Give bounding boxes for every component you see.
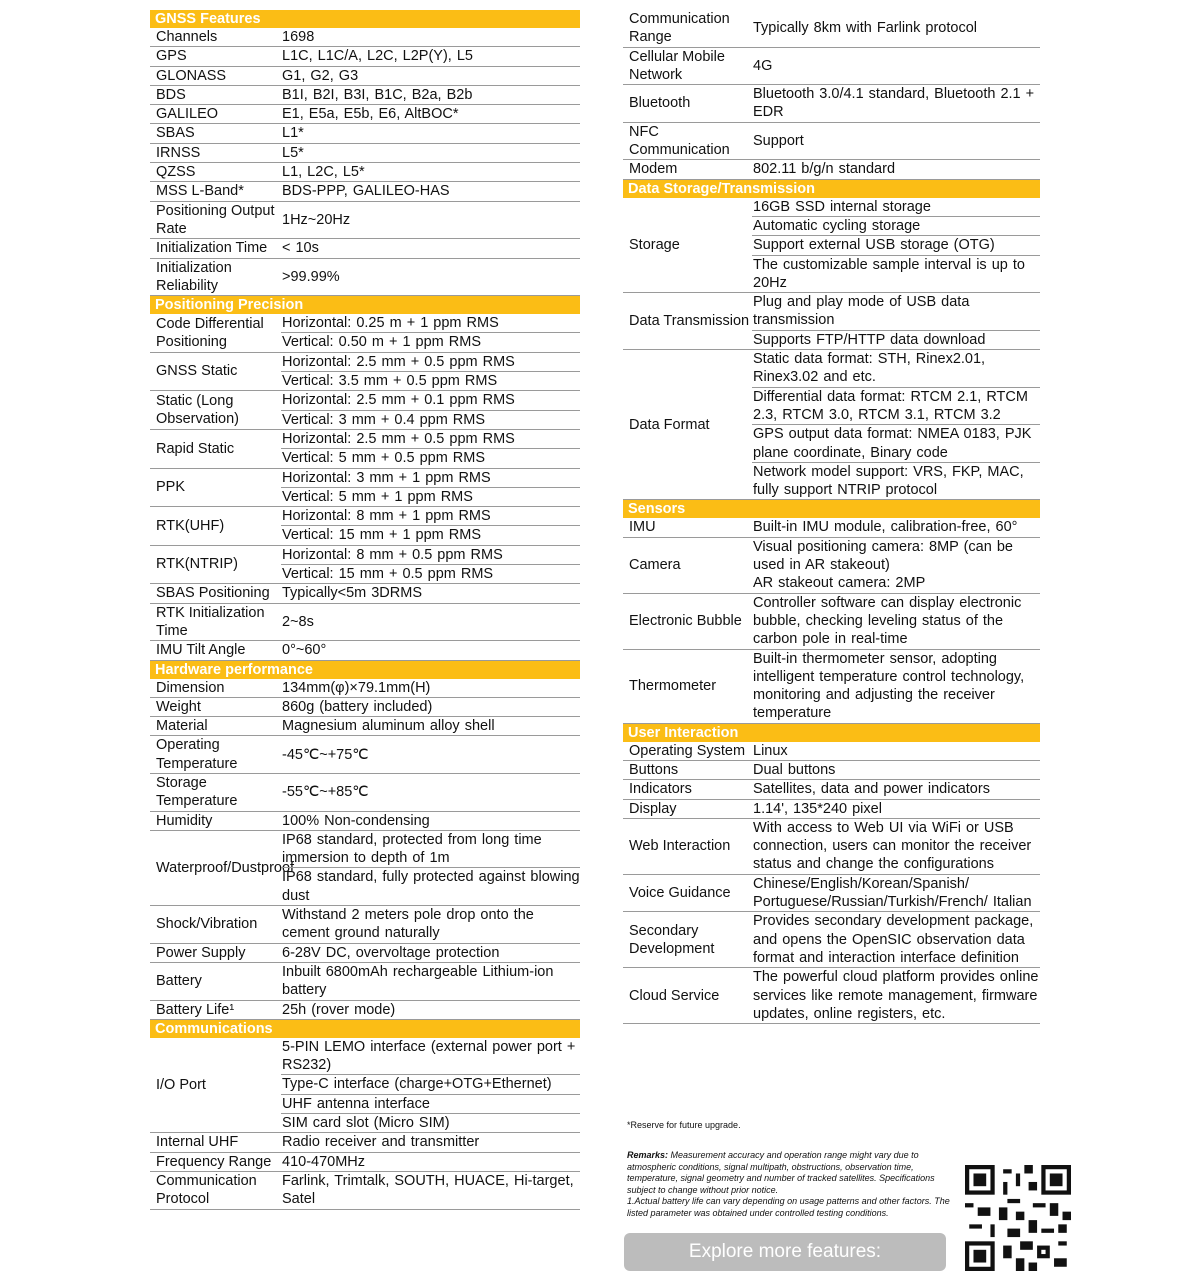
spec-values	[281, 736, 580, 773]
spec-values	[281, 391, 580, 429]
spec-row-rtk-uhf	[150, 507, 580, 546]
spec-label: Bluetooth	[629, 95, 691, 112]
spec-row-indicators	[623, 780, 1040, 799]
spec-row-code-differential-positioning	[150, 314, 580, 353]
spec-label: SBAS	[156, 125, 195, 142]
spec-label: Initialization Time	[156, 240, 268, 257]
spec-row-cellular-mobile-network	[623, 48, 1040, 86]
spec-row-imu-tilt-angle	[150, 641, 580, 660]
spec-label: IMU Tilt Angle	[156, 642, 246, 659]
spec-label: Thermometer	[629, 677, 717, 694]
section-header-positioning-precision: Positioning Precision	[150, 296, 580, 314]
spec-row-mss-l-band	[150, 182, 580, 201]
spec-label: Initialization Reliability	[156, 259, 232, 294]
spec-value: Support	[753, 132, 804, 149]
spec-value: 100% Non-condensing	[282, 812, 430, 829]
spec-value: Inbuilt 6800mAh rechargeable Lithium-ion battery	[282, 963, 554, 999]
spec-value: Farlink, Trimtalk, SOUTH, HUACE, Hi-target, Satel	[282, 1172, 574, 1208]
spec-value: Horizontal: 8 mm + 0.5 ppm RMS	[281, 546, 580, 565]
spec-label: Positioning Output Rate	[156, 202, 275, 237]
spec-label: MSS L-Band*	[156, 183, 244, 200]
spec-value: Horizontal: 3 mm + 1 ppm RMS	[281, 469, 580, 488]
spec-values	[752, 742, 1040, 760]
spec-values	[752, 968, 1040, 1023]
spec-label: Indicators	[629, 781, 692, 798]
spec-value: Radio receiver and transmitter	[282, 1134, 480, 1151]
spec-values	[281, 679, 580, 697]
spec-value: B1I, B2I, B3I, B1C, B2a, B2b	[282, 86, 473, 103]
spec-label: IMU	[629, 519, 656, 536]
section-header-communications: Communications	[150, 1020, 580, 1038]
spec-row-sbas	[150, 124, 580, 143]
spec-value: Differential data format: RTCM 2.1, RTCM 2.3, RTCM 3.0, RTCM 3.1, RTCM 3.2	[752, 388, 1040, 426]
spec-row-imu	[623, 518, 1040, 537]
spec-value: Provides secondary development package, and opens the OpenSIC observation data format and interaction interface definition	[753, 913, 1034, 966]
spec-value: Typically<5m 3DRMS	[282, 585, 422, 602]
spec-label: GNSS Static	[156, 363, 238, 380]
spec-label: Humidity	[156, 812, 213, 829]
spec-label: Storage Temperature	[156, 774, 238, 810]
spec-value: Support external USB storage (OTG)	[752, 236, 1040, 255]
spec-label: Weight	[156, 698, 201, 715]
spec-row-thermometer	[623, 650, 1040, 724]
spec-row-gnss-static	[150, 353, 580, 392]
spec-values	[752, 293, 1040, 349]
spec-row-power-supply	[150, 944, 580, 963]
spec-value: With access to Web UI via WiFi or USB connection, users can monitor the receiver status and change the configurations	[753, 819, 1032, 873]
section-header-gnss-features: GNSS Features	[150, 10, 580, 28]
right-spec-column	[623, 10, 1040, 1024]
spec-values	[281, 1133, 580, 1151]
section-header-sensors: Sensors	[623, 500, 1040, 518]
spec-label: Code Differential Positioning	[156, 315, 264, 350]
spec-values	[281, 353, 580, 391]
spec-value: Visual positioning camera: 8MP (can be used in AR stakeout) AR stakeout camera: 2MP	[753, 538, 1013, 592]
spec-label: Cloud Service	[629, 987, 720, 1004]
spec-value: < 10s	[282, 240, 319, 257]
spec-value: Network model support: VRS, FKP, MAC, fully support NTRIP protocol	[753, 463, 1024, 499]
spec-value: Dual buttons	[753, 761, 836, 778]
spec-label: GPS	[156, 48, 187, 65]
spec-label: GALILEO	[156, 106, 219, 123]
spec-label: Shock/Vibration	[156, 916, 258, 933]
spec-row-operating-temperature	[150, 736, 580, 774]
spec-values	[752, 518, 1040, 536]
spec-label: Camera	[629, 557, 681, 574]
spec-row-irnss	[150, 144, 580, 163]
spec-values	[752, 48, 1040, 85]
spec-row-material	[150, 717, 580, 736]
spec-row-battery-life	[150, 1001, 580, 1020]
spec-label: Battery	[156, 973, 202, 990]
spec-value: Supports FTP/HTTP data download	[753, 331, 986, 348]
remarks	[627, 1150, 957, 1219]
spec-label: Electronic Bubble	[629, 612, 742, 629]
spec-value: Chinese/English/Korean/Spanish/ Portuguese/Russian/Turkish/French/ Italian	[753, 875, 1032, 911]
spec-value: 0°~60°	[282, 642, 327, 659]
spec-values	[281, 67, 580, 85]
spec-values	[281, 105, 580, 123]
spec-row-battery	[150, 963, 580, 1001]
spec-value: 134mm(φ)×79.1mm(H)	[282, 679, 431, 696]
spec-values	[281, 28, 580, 46]
left-spec-column	[150, 10, 580, 1210]
footnote: *Reserve for future upgrade.	[627, 1120, 741, 1130]
spec-value: 25h (rover mode)	[282, 1001, 396, 1018]
spec-row-operating-system	[623, 742, 1040, 761]
spec-value: Static data format: STH, Rinex2.01, Rinex3.02 and etc.	[752, 350, 1040, 388]
spec-row-weight	[150, 698, 580, 717]
spec-label: Rapid Static	[156, 440, 235, 457]
spec-values	[281, 124, 580, 142]
spec-values	[752, 123, 1040, 160]
spec-row-static-long-observation	[150, 391, 580, 430]
spec-label: Voice Guidance	[629, 884, 731, 901]
spec-row-storage	[623, 198, 1040, 293]
spec-value: Horizontal: 2.5 mm + 0.5 ppm RMS	[281, 430, 580, 449]
spec-values	[752, 912, 1040, 967]
spec-value: Vertical: 5 mm + 0.5 ppm RMS	[282, 450, 486, 467]
spec-value: Horizontal: 2.5 mm + 0.5 ppm RMS	[281, 353, 580, 372]
spec-label: IRNSS	[156, 144, 201, 161]
remarks-text: Measurement accuracy and operation range might vary due to atmospheric conditions, signal multipath, obstructions, observation time, temperature, signal geometry and number of tracked satellites. Specifications subject to change without prior notice.	[627, 1150, 935, 1195]
spec-row-rapid-static	[150, 430, 580, 469]
spec-row-initialization-time	[150, 239, 580, 258]
spec-label: Modem	[629, 161, 678, 178]
spec-row-communication-protocol	[150, 1172, 580, 1210]
spec-values	[281, 812, 580, 830]
spec-value: 860g (battery included)	[282, 698, 433, 715]
spec-values	[281, 1153, 580, 1171]
spec-value: Built-in thermometer sensor, adopting intelligent temperature control technology, monitoring and adjusting the receiver temperature	[753, 650, 1025, 722]
spec-value: 1Hz~20Hz	[282, 211, 351, 228]
spec-values	[281, 507, 580, 545]
spec-row-rtk-ntrip	[150, 546, 580, 585]
section-header-user-interaction: User Interaction	[623, 724, 1040, 742]
spec-label: Frequency Range	[156, 1153, 272, 1170]
spec-row-qzss	[150, 163, 580, 182]
spec-row-camera	[623, 538, 1040, 594]
spec-label: Communication Protocol	[156, 1172, 257, 1208]
spec-label: Buttons	[629, 761, 679, 778]
spec-value: 410-470MHz	[282, 1153, 366, 1170]
spec-values	[281, 1001, 580, 1019]
spec-label: RTK(UHF)	[156, 517, 225, 534]
spec-label: Web Interaction	[629, 838, 731, 855]
spec-value: Vertical: 5 mm + 1 ppm RMS	[282, 488, 473, 505]
spec-value: 16GB SSD internal storage	[752, 198, 1040, 217]
spec-values	[752, 198, 1040, 292]
spec-value: Vertical: 15 mm + 0.5 ppm RMS	[282, 566, 494, 583]
spec-values	[281, 314, 580, 352]
spec-row-channels	[150, 28, 580, 47]
spec-row-buttons	[623, 761, 1040, 780]
spec-values	[281, 641, 580, 659]
spec-value: L5*	[282, 144, 304, 161]
spec-value: Vertical: 15 mm + 1 ppm RMS	[282, 527, 481, 544]
spec-value: Type-C interface (charge+OTG+Ethernet)	[281, 1075, 580, 1094]
spec-value: SIM card slot (Micro SIM)	[282, 1115, 450, 1132]
spec-value: Withstand 2 meters pole drop onto the cement ground naturally	[282, 907, 534, 942]
spec-label: Channels	[156, 29, 218, 45]
spec-values	[281, 163, 580, 181]
spec-value: Bluetooth 3.0/4.1 standard, Bluetooth 2.1 + EDR	[753, 86, 1035, 121]
spec-label: RTK Initialization Time	[156, 604, 265, 639]
spec-row-nfc-communication	[623, 123, 1040, 161]
spec-values	[752, 594, 1040, 649]
spec-values	[281, 1038, 580, 1132]
spec-values	[281, 584, 580, 602]
spec-label: QZSS	[156, 164, 196, 181]
spec-values	[281, 239, 580, 257]
spec-value: Magnesium aluminum alloy shell	[282, 718, 495, 735]
spec-values	[281, 604, 580, 641]
spec-label: Power Supply	[156, 944, 246, 961]
spec-row-web-interaction	[623, 819, 1040, 875]
spec-value: 6-28V DC, overvoltage protection	[282, 944, 500, 961]
spec-value: -45℃~+75℃	[282, 746, 369, 763]
spec-values	[281, 430, 580, 468]
spec-label: Display	[629, 800, 677, 817]
spec-row-waterproof-dustproof	[150, 831, 580, 906]
spec-label: Secondary Development	[629, 922, 715, 957]
spec-row-initialization-reliability	[150, 259, 580, 297]
spec-value: Automatic cycling storage	[752, 217, 1040, 236]
spec-value: 5-PIN LEMO interface (external power port + RS232)	[281, 1038, 580, 1076]
spec-value: 2~8s	[282, 613, 314, 630]
spec-value: Controller software can display electronic bubble, checking leveling status of the carbon pole in real-time	[753, 594, 1022, 648]
spec-value: Vertical: 0.50 m + 1 ppm RMS	[282, 334, 482, 351]
spec-values	[281, 831, 580, 905]
spec-label: Waterproof/Dustproof	[156, 859, 295, 876]
spec-row-frequency-range	[150, 1153, 580, 1172]
explore-more-button[interactable]: Explore more features:	[624, 1233, 946, 1271]
spec-value: The powerful cloud platform provides online services like remote management, firmware updates, online registers, etc.	[753, 969, 1039, 1022]
spec-values	[752, 350, 1040, 499]
spec-value: IP68 standard, fully protected against blowing dust	[282, 869, 580, 904]
spec-value: GPS output data format: NMEA 0183, PJK plane coordinate, Binary code	[752, 425, 1040, 463]
spec-label: I/O Port	[156, 1076, 206, 1093]
spec-row-sbas-positioning	[150, 584, 580, 603]
spec-value: Typically 8km with Farlink protocol	[753, 20, 977, 37]
spec-row-dimension	[150, 679, 580, 698]
remarks-label: Remarks:	[627, 1150, 669, 1160]
spec-values	[281, 774, 580, 811]
spec-values	[752, 538, 1040, 593]
spec-row-secondary-development	[623, 912, 1040, 968]
spec-value: Horizontal: 0.25 m + 1 ppm RMS	[281, 314, 580, 333]
section-header-data-storage-transmission: Data Storage/Transmission	[623, 180, 1040, 198]
spec-label: Storage	[629, 236, 680, 253]
spec-label: Material	[156, 718, 208, 735]
spec-label: SBAS Positioning	[156, 585, 270, 602]
spec-row-glonass	[150, 67, 580, 86]
spec-row-voice-guidance	[623, 875, 1040, 913]
spec-values	[281, 259, 580, 296]
spec-row-bds	[150, 86, 580, 105]
spec-values	[752, 875, 1040, 912]
spec-values	[752, 10, 1040, 47]
spec-value: L1C, L1C/A, L2C, L2P(Y), L5	[282, 48, 473, 65]
spec-value: L1*	[282, 125, 304, 142]
qr-code-icon[interactable]	[965, 1165, 1071, 1271]
spec-values	[281, 182, 580, 200]
spec-values	[752, 650, 1040, 723]
spec-label: Operating Temperature	[156, 737, 238, 772]
spec-row-data-format	[623, 350, 1040, 500]
spec-value: Plug and play mode of USB data transmission	[752, 293, 1040, 331]
spec-label: Static (Long Observation)	[156, 392, 240, 428]
spec-values	[281, 717, 580, 735]
spec-value: 802.11 b/g/n standard	[753, 161, 896, 178]
spec-value: UHF antenna interface	[281, 1095, 580, 1114]
spec-label: Cellular Mobile Network	[629, 48, 725, 83]
spec-row-rtk-initialization-time	[150, 604, 580, 642]
spec-row-electronic-bubble	[623, 594, 1040, 650]
spec-label: GLONASS	[156, 67, 227, 84]
spec-value: Vertical: 3.5 mm + 0.5 ppm RMS	[282, 373, 498, 390]
spec-value: E1, E5a, E5b, E6, AltBOC*	[282, 106, 459, 123]
spec-label: Dimension	[156, 679, 225, 696]
spec-row-gps	[150, 47, 580, 66]
spec-row-i-o-port	[150, 1038, 580, 1133]
spec-values	[281, 144, 580, 162]
spec-values	[281, 698, 580, 716]
remarks-note: 1.Actual battery life can vary depending on usage patterns and other factors. The listed parameter was obtained under controlled testing conditions.	[627, 1196, 950, 1218]
spec-values	[281, 1172, 580, 1209]
spec-values	[752, 160, 1040, 178]
spec-value: BDS-PPP, GALILEO-HAS	[282, 183, 450, 200]
spec-label: Communication Range	[629, 11, 730, 46]
spec-row-modem	[623, 160, 1040, 179]
spec-label: Operating System	[629, 742, 746, 759]
spec-values	[281, 906, 580, 943]
spec-values	[281, 944, 580, 962]
spec-row-cloud-service	[623, 968, 1040, 1024]
spec-row-ppk	[150, 469, 580, 508]
spec-value: IP68 standard, protected from long time immersion to depth of 1m	[281, 831, 580, 869]
spec-values	[281, 469, 580, 507]
spec-value: >99.99%	[282, 268, 340, 285]
spec-value: Linux	[753, 742, 788, 759]
spec-row-internal-uhf	[150, 1133, 580, 1152]
spec-values	[752, 800, 1040, 818]
spec-value: 1698	[282, 29, 315, 45]
spec-label: Data Transmission	[629, 312, 750, 329]
spec-values	[281, 86, 580, 104]
spec-row-positioning-output-rate	[150, 202, 580, 240]
spec-row-storage-temperature	[150, 774, 580, 812]
spec-row-display	[623, 800, 1040, 819]
spec-value: Satellites, data and power indicators	[753, 781, 990, 798]
spec-label: Internal UHF	[156, 1134, 239, 1151]
spec-value: 1.14', 135*240 pixel	[753, 800, 882, 817]
spec-values	[281, 963, 580, 1000]
spec-label: NFC Communication	[629, 123, 730, 159]
spec-value: Vertical: 3 mm + 0.4 ppm RMS	[282, 411, 486, 428]
spec-row-galileo	[150, 105, 580, 124]
spec-label: Data Format	[629, 416, 710, 433]
spec-value: The customizable sample interval is up to 20Hz	[753, 256, 1025, 291]
spec-label: Battery Life¹	[156, 1001, 235, 1018]
spec-row-data-transmission	[623, 293, 1040, 350]
spec-row-humidity	[150, 812, 580, 831]
spec-values	[752, 85, 1040, 122]
spec-value: Horizontal: 2.5 mm + 0.1 ppm RMS	[281, 391, 580, 410]
spec-label: PPK	[156, 479, 186, 496]
spec-row-communication-range	[623, 10, 1040, 48]
spec-value: 4G	[753, 57, 773, 74]
spec-values	[752, 761, 1040, 779]
spec-values	[281, 47, 580, 65]
spec-row-shock-vibration	[150, 906, 580, 944]
section-header-hardware-performance: Hardware performance	[150, 661, 580, 679]
spec-value: G1, G2, G3	[282, 67, 359, 84]
spec-value: Horizontal: 8 mm + 1 ppm RMS	[281, 507, 580, 526]
spec-values	[281, 546, 580, 584]
spec-label: RTK(NTRIP)	[156, 556, 238, 573]
spec-value: Built-in IMU module, calibration-free, 60°	[753, 519, 1018, 536]
spec-row-bluetooth	[623, 85, 1040, 123]
spec-values	[752, 819, 1040, 874]
spec-values	[281, 202, 580, 239]
spec-value: L1, L2C, L5*	[282, 164, 365, 181]
spec-label: BDS	[156, 86, 186, 103]
spec-value: -55℃~+85℃	[282, 784, 369, 801]
spec-values	[752, 780, 1040, 798]
